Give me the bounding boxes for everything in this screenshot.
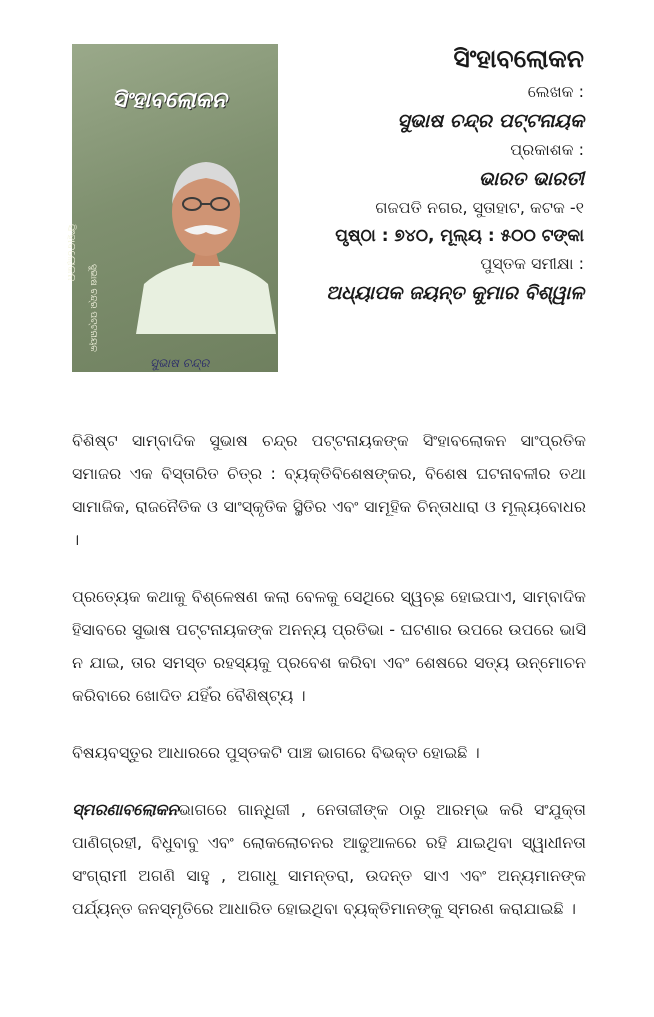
book-metadata (284, 44, 584, 312)
author-name: ସୁଭାଷ ଚନ୍ଦ୍ର ପଟ୍ଟନାୟକ (397, 110, 584, 132)
author-label: ଲେଖକ : (527, 82, 584, 101)
cover-signature: ସୁଭାଷ ଚନ୍ଦ୍ର (150, 356, 210, 370)
paragraph-4-rest: ଭାଗରେ ଗାନ୍ଧିଜୀ , ନେତାଜୀଙ୍କ ଠାରୁ ଆରମ୍ଭ କରି ସଂଯୁକ୍ତା ପାଣିଗ୍ରହୀ, ବିଧୁବାବୁ ଏବଂ ଲୋକଲୋଚନର ଆଢୁଆଳରେ ରହି ଯାଇଥିବା ସ୍ୱାଧୀନତା ସଂଗ୍ରାମୀ ଅଗଣି ସାହୁ , ଅଗାଧୁ ସାମନ୍ତରା, ଉଦନ୍ତ ସାଏ ଏବଂ ଅନ୍ୟମାନଙ୍କ ପର୍ଯ୍ୟନ୍ତ ଜନସ୍ମୃତିରେ ଆଧାରିତ ହୋଇଥିବା ବ୍ୟକ୍ତିମାନଙ୍କୁ ସ୍ମରଣ କରାଯାଇଛି । (72, 800, 586, 918)
cover-spine-title: ସିଂହାବଲୋକନ (65, 224, 78, 282)
paragraph-2: ପ୍ରତ୍ୟେକ କଥାକୁ ବିଶ୍ଳେଷଣ କଲା ବେଳକୁ ସେଥିରେ ସ୍ୱଚ୍ଛ ହୋଇପାଏ, ସାମ୍ବାଦିକ ହିସାବରେ ସୁଭାଷ ପଟ୍ଟନାୟକଙ୍କ ଅନନ୍ୟ ପ୍ରତିଭା - ଘଟଣାର ଉପରେ ଉପରେ ଭାସି ନ ଯାଇ, ତାର ସମସ୍ତ ରହସ୍ୟକୁ ପ୍ରବେଶ କରିବା ଏବଂ ଶେଷରେ ସତ୍ୟ ଉନ୍ମୋଚନ କରିବାରେ ଖୋଦିତ ଯହିଁର ବୈଶିଷ୍ଟ୍ୟ । (72, 587, 586, 705)
book-title: ସିଂହାବଲୋକନ (453, 44, 584, 73)
author-portrait (136, 134, 276, 334)
reviewer-name: ଅଧ୍ୟାପକ ଜୟନ୍ତ କୁମାର ବିଶ୍ୱାଳ (326, 282, 584, 304)
book-cover (65, 44, 278, 372)
review-body (72, 424, 586, 949)
paragraph-4 (72, 793, 586, 925)
publisher-label: ପ୍ରକାଶକ : (510, 140, 584, 159)
pages-and-price: ପୃଷ୍ଠା : ୭୪୦, ମୂଲ୍ୟ : ୫୦୦ ଟଙ୍କା (335, 226, 584, 246)
cover-spine-author: ସୁଭାଷ ଚନ୍ଦ୍ର ପଟ୍ଟନାୟକ (88, 264, 98, 352)
publisher-name: ଭାରତ ଭାରତୀ (478, 168, 584, 190)
review-label: ପୁସ୍ତକ ସମୀକ୍ଷା : (480, 254, 584, 273)
cover-title: ସିଂହାବଲୋକନ (112, 88, 227, 113)
paragraph-4-lead: ସ୍ମରଣାବଲୋକନ (72, 800, 179, 819)
paragraph-3: ବିଷୟବସ୍ତୁର ଆଧାରରେ ପୁସ୍ତକଟି ପାଞ୍ଚ ଭାଗରେ ବିଭକ୍ତ ହୋଇଛି । (72, 743, 480, 762)
publisher-address: ଗଜପତି ନଗର, ସୁତାହାଟ, କଟକ -୧ (375, 198, 584, 217)
paragraph-1: ବିଶିଷ୍ଟ ସାମ୍ବାଦିକ ସୁଭାଷ ଚନ୍ଦ୍ର ପଟ୍ଟନାୟକଙ୍କ ସିଂହାବଲୋକନ ସାଂପ୍ରତିକ ସମାଜର ଏକ ବିସ୍ତାରିତ ଚିତ୍ର : ବ୍ୟକ୍ତିବିଶେଷଙ୍କର, ବିଶେଷ ଘଟନାବଳୀର ତଥା ସାମାଜିକ, ରାଜନୈତିକ ଓ ସାଂସ୍କୃତିକ ସ୍ଥିତିର ଏବଂ ସାମୂହିକ ଚିନ୍ତାଧାରା ଓ ମୂଲ୍ୟବୋଧର । (72, 431, 586, 549)
